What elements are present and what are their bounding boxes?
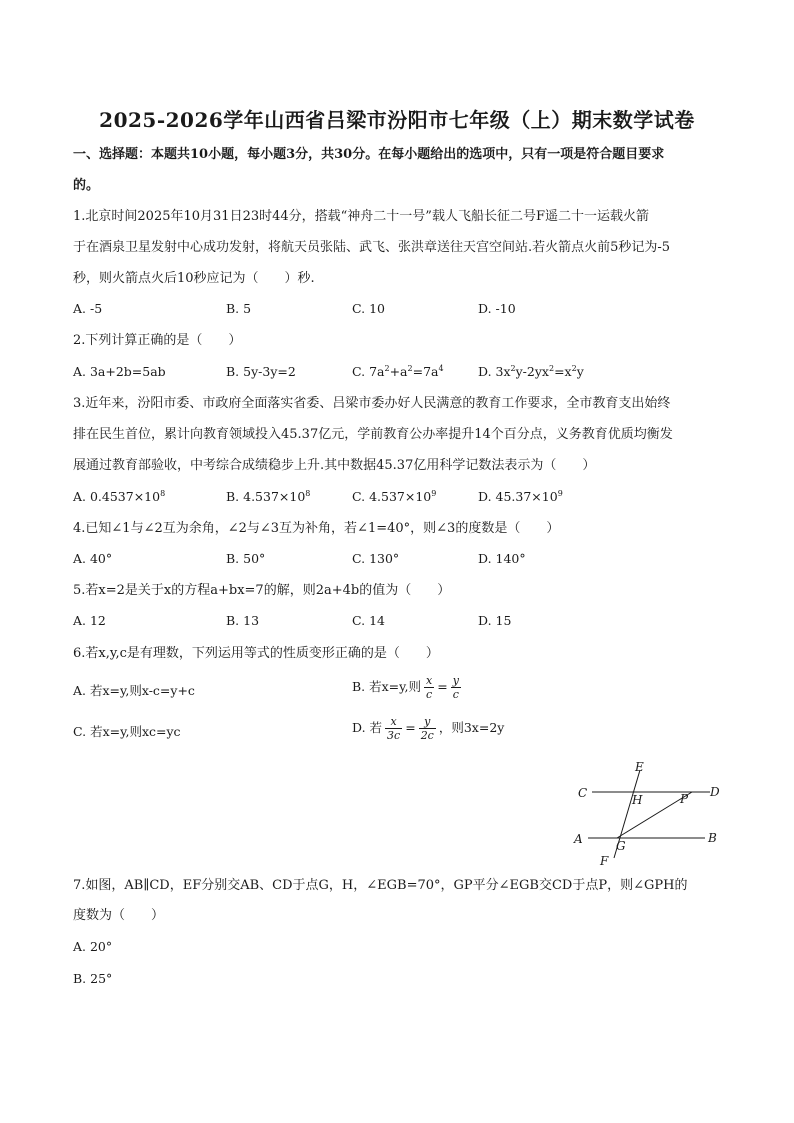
q3-option-a[interactable]: A. $0.4537\times 10^8$ (73, 488, 166, 504)
label-p: P (680, 792, 689, 806)
label-g: G (616, 839, 626, 853)
q7-stem-line2: 度数为（ ） (73, 908, 165, 923)
q4-option-b[interactable]: B. 50° (226, 551, 266, 566)
q6-option-a[interactable]: A. 若x=y,则x-c=y+c (73, 683, 195, 698)
q5-option-a[interactable]: A. 12 (73, 613, 106, 628)
q1-option-d[interactable]: D. -10 (478, 301, 516, 316)
section-header-cont: 的。 (73, 178, 100, 193)
q3-option-b[interactable]: B. $4.537\times 10^8$ (226, 488, 311, 504)
q2-option-a[interactable]: A. 3a+2b=5ab (73, 364, 166, 379)
fraction: $\frac{y}{c}$ (452, 674, 459, 701)
fraction: $\frac{x}{c}$ (426, 674, 433, 701)
geometry-figure (570, 758, 740, 868)
q2-option-c[interactable]: C. $7a^2+a^2=7a^4$ (352, 363, 444, 379)
section-header: 一、选择题：本题共10小题，每小题3分，共30分。在每小题给出的选项中，只有一项是符合题目要求 (73, 147, 665, 162)
q2-stem: 2.下列计算正确的是（ ） (73, 333, 242, 348)
q3-stem-line1: 3.近年来，汾阳市委、市政府全面落实省委、吕梁市委办好人民满意的教育工作要求，全市教育支出始终 (73, 396, 671, 411)
q5-option-c[interactable]: C. 14 (352, 613, 385, 628)
q6-option-d[interactable]: D. 若 $\frac{x}{3c}$ = $\frac{y}{2c}$ ，则3x=2y (352, 715, 505, 742)
q6-option-c[interactable]: C. 若x=y,则xc=yc (73, 724, 181, 739)
q3-stem-line2: 排在民生首位，累计向教育领域投入45.37亿元，学前教育公办率提升14个百分点，义务教育优质均衡发 (73, 427, 673, 442)
q1-stem-line1: 1.北京时间2025年10月31日23时44分，搭载“神舟二十一号”载人飞船长征二号F遥二十一运载火箭 (73, 209, 649, 224)
fraction: $\frac{x}{3c}$ (387, 715, 401, 742)
q5-option-b[interactable]: B. 13 (226, 613, 260, 628)
q1-stem-line2: 于在酒泉卫星发射中心成功发射，将航天员张陆、武飞、张洪章送往天宫空间站.若火箭点火前5秒记为-5 (73, 240, 671, 255)
q4-option-c[interactable]: C. 130° (352, 551, 400, 566)
q3-option-c[interactable]: C. $4.537\times 10^9$ (352, 488, 437, 504)
q1-option-c[interactable]: C. 10 (352, 301, 385, 316)
q7-option-b[interactable]: B. 25° (73, 971, 113, 986)
fraction: $\frac{y}{2c}$ (420, 715, 434, 742)
q1-option-b[interactable]: B. 5 (226, 301, 252, 316)
q4-option-a[interactable]: A. 40° (73, 551, 113, 566)
q4-option-d[interactable]: D. 140° (478, 551, 526, 566)
label-f: F (600, 854, 609, 868)
q3-option-d[interactable]: D. $45.37\times 10^9$ (478, 488, 563, 504)
label-e: E (635, 760, 644, 774)
label-h: H (632, 793, 643, 807)
q2-option-b[interactable]: B. 5y-3y=2 (226, 364, 296, 379)
q3-stem-line3: 展通过教育部验收，中考综合成绩稳步上升.其中数据45.37亿用科学记数法表示为（ ） (73, 458, 596, 473)
q5-option-d[interactable]: D. 15 (478, 613, 512, 628)
exam-title: 2025-2026学年山西省吕梁市汾阳市七年级（上）期末数学试卷 (99, 108, 695, 132)
label-d: D (710, 785, 720, 799)
q1-option-a[interactable]: A. -5 (73, 301, 103, 316)
label-c: C (578, 786, 588, 800)
q6-stem: 6.若x,y,c是有理数，下列运用等式的性质变形正确的是（ ） (73, 646, 439, 661)
q1-stem-line3: 秒，则火箭点火后10秒应记为（ ）秒. (73, 271, 315, 286)
label-a: A (574, 832, 583, 846)
q5-stem: 5.若x=2是关于x的方程a+bx=7的解，则2a+4b的值为（ ） (73, 583, 451, 598)
q4-stem: 4.已知∠1与∠2互为余角，∠2与∠3互为补角，若∠1=40°，则∠3的度数是（ ） (73, 521, 560, 536)
q6-option-b[interactable]: B. 若x=y,则 $\frac{x}{c}$ = $\frac{y}{c}$ (352, 674, 459, 701)
q7-option-a[interactable]: A. 20° (73, 939, 113, 954)
q2-option-d[interactable]: D. $3x^2y-2yx^2=x^2y$ (478, 363, 584, 379)
q7-stem-line1: 7.如图，AB∥CD，EF分别交AB、CD于点G，H，∠EGB=70°，GP平分∠EGB交CD于点P，则∠GPH的 (73, 878, 688, 893)
label-b: B (708, 831, 717, 845)
